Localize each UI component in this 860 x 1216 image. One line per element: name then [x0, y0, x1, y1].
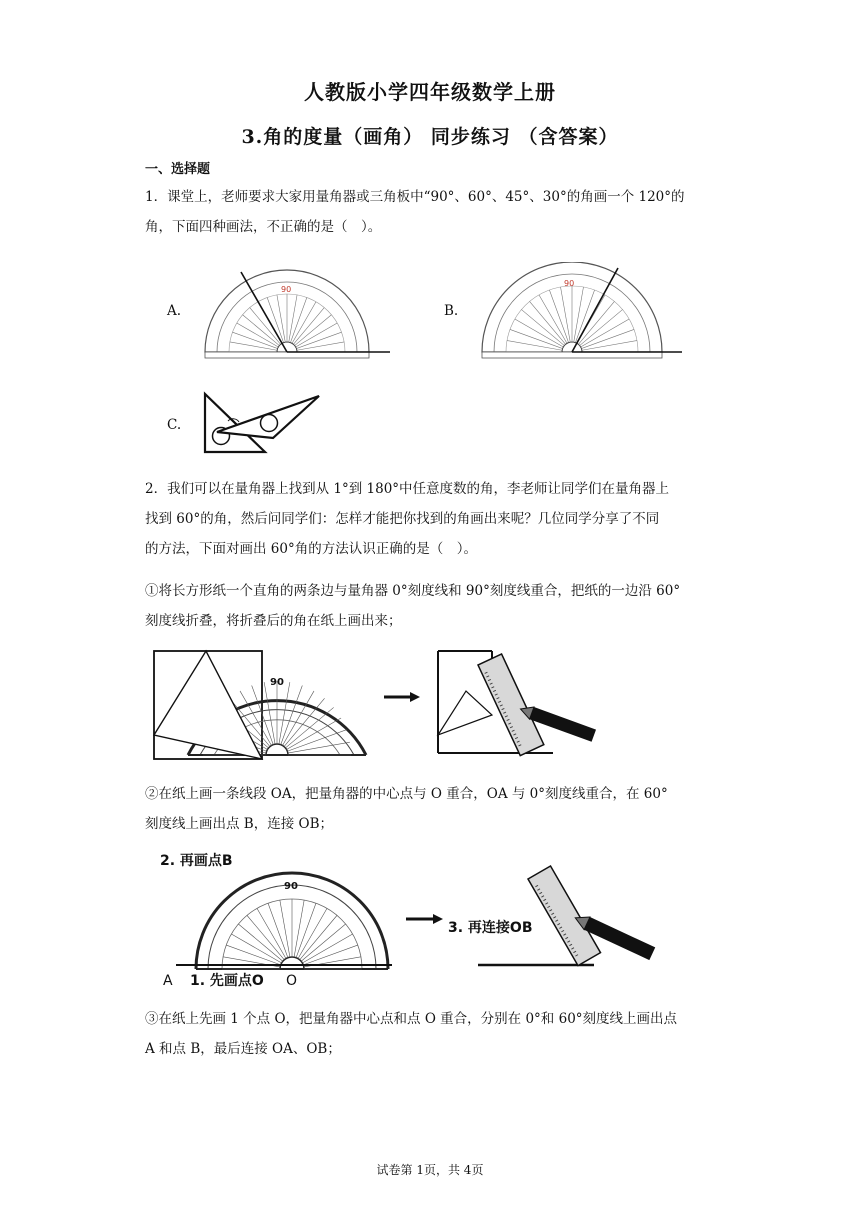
q2-stem — [145, 474, 725, 564]
q1-option-a-figure — [195, 262, 395, 367]
q1-option-b-figure — [470, 262, 685, 367]
q2-stem-line2: 找到 60°的角，然后问同学们：怎样才能把你找到的角画出来呢？几位同学分享了不同 — [145, 511, 660, 527]
q2-method1 — [145, 576, 725, 636]
m2-step3-caption: 3. 再连接OB — [448, 920, 533, 936]
svg-text:90: 90 — [270, 677, 284, 688]
protractor-b-90-mark: 90 — [564, 279, 575, 288]
q1-stem-line1: 1．课堂上，老师要求大家用量角器或三角板中“90°、60°、45°、30°的角画一个 120°的 — [145, 189, 685, 205]
m2-label-a: A — [163, 973, 173, 989]
q2-method3 — [145, 1004, 725, 1064]
q1-stem-line2: 角，下面四种画法，不正确的是（ ）。 — [145, 219, 382, 235]
section-heading: 一、选择题 — [145, 162, 211, 177]
q2-stem-line1: 2．我们可以在量角器上找到从 1°到 180°中任意度数的角，李老师让同学们在量角器上 — [145, 481, 670, 497]
q2-method1-line2: 刻度线折叠，将折叠后的角在纸上画出来； — [145, 613, 402, 629]
ruler-m2 — [528, 866, 601, 966]
document-subtitle: 3.角的度量（画角） 同步练习 （含答案） — [241, 126, 619, 148]
q1-option-b-label: B. — [444, 303, 459, 319]
m2-step2-caption: 2. 再画点B — [160, 853, 233, 869]
q2-method2 — [145, 779, 725, 839]
ruler-m1 — [478, 654, 544, 756]
q2-stem-line3: 的方法，下面对画出 60°角的方法认识正确的是（ ）。 — [145, 541, 477, 557]
q2-method2-line2: 刻度线上画出点 B，连接 OB； — [145, 816, 333, 832]
q1-stem — [145, 182, 725, 242]
q2-method3-line2: A 和点 B，最后连接 OA、OB； — [145, 1041, 341, 1057]
q2-method2-figure — [148, 845, 668, 990]
svg-text:90: 90 — [284, 881, 298, 892]
q1-option-c-label: C. — [167, 417, 182, 433]
protractor-a-90-mark: 90 — [281, 285, 292, 294]
q1-option-c-figure — [195, 388, 325, 456]
m2-step1-caption: 1. 先画点O — [190, 973, 264, 989]
q2-method1-figure — [148, 645, 618, 765]
q1-option-a-label: A. — [167, 303, 182, 319]
page-footer: 试卷第 1页，共 4页 — [376, 1163, 484, 1177]
protractor-m2 — [196, 873, 388, 969]
document-title: 人教版小学四年级数学上册 — [304, 80, 556, 104]
protractor-b — [482, 262, 662, 358]
m2-label-o: O — [286, 973, 298, 989]
q2-method3-line1: ③在纸上先画 1 个点 O，把量角器中心点和点 O 重合，分别在 0°和 60°刻度线上画出点 — [145, 1011, 678, 1027]
q2-method2-line1: ②在纸上画一条线段 OA，把量角器的中心点与 O 重合，OA 与 0°刻度线重合，在 60° — [145, 786, 668, 802]
q2-method1-line1: ①将长方形纸一个直角的两条边与量角器 0°刻度线和 90°刻度线重合，把纸的一边沿 60° — [145, 583, 681, 599]
protractor-a — [205, 270, 369, 358]
